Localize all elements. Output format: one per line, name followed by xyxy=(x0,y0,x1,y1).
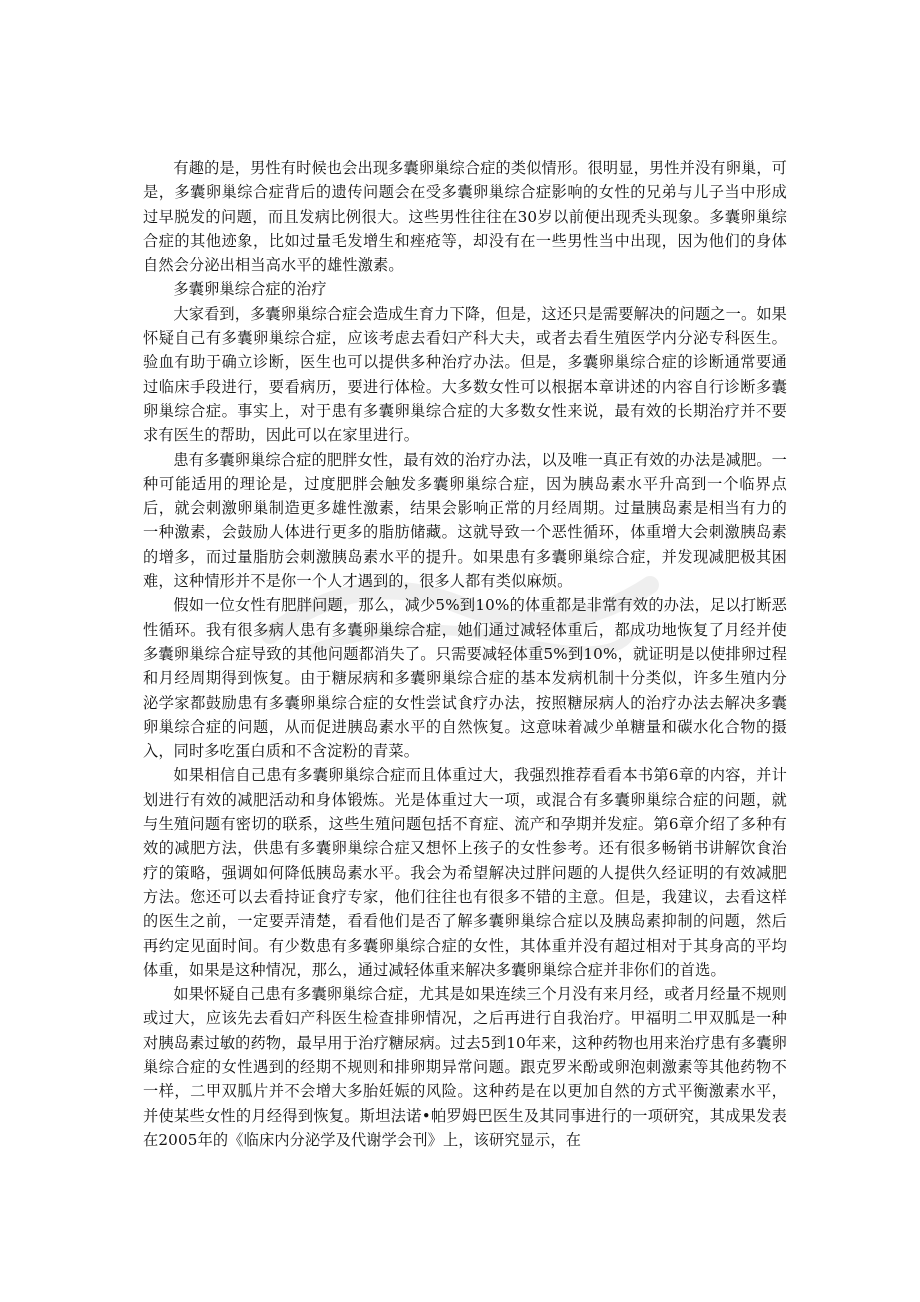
paragraph-4: 假如一位女性有肥胖问题，那么，减少5%到10%的体重都是非常有效的办法，足以打断恶性循环。我有很多病人患有多囊卵巢综合症，她们通过减轻体重后，都成功地恢复了月经并使多囊卵巢综合症导致的其他问题都消失了。只需要减轻体重5%到10%，就证明是以使排卵过程和月经周期得到恢复。由于糖尿病和多囊卵巢综合症的基本发病机制十分类似，许多生殖内分泌学家都鼓励患有多囊卵巢综合症的女性尝试食疗办法，按照糖尿病人的治疗办法去解决多囊卵巢综合症的问题，从而促进胰岛素水平的自然恢复。这意味着减少单糖量和碳水化合物的摄入，同时多吃蛋白质和不含淀粉的青菜。 xyxy=(143,596,787,761)
paragraph-5: 如果相信自己患有多囊卵巢综合症而且体重过大，我强烈推荐看看本书第6章的内容，并计划进行有效的减肥活动和身体锻炼。光是体重过大一项，或混合有多囊卵巢综合症的问题，就与生殖问题有密切的联系，这些生殖问题包括不育症、流产和孕期并发症。第6章介绍了多种有效的减肥方法，供患有多囊卵巢综合症又想怀上孩子的女性参考。还有很多畅销书讲解饮食治疗的策略，强调如何降低胰岛素水平。我会为希望解决过胖问题的人提供久经证明的有效减肥方法。您还可以去看持证食疗专家，他们往往也有很多不错的主意。但是，我建议，去看这样的医生之前，一定要弄清楚，看看他们是否了解多囊卵巢综合症以及胰岛素抑制的问题，然后再约定见面时间。有少数患有多囊卵巢综合症的女性，其体重并没有超过相对于其身高的平均体重，如果是这种情况，那么，通过减轻体重来解决多囊卵巢综合症并非你们的首选。 xyxy=(143,766,787,979)
paragraph-3: 患有多囊卵巢综合症的肥胖女性，最有效的治疗办法，以及唯一真正有效的办法是减肥。一种可能适用的理论是，过度肥胖会触发多囊卵巢综合症，因为胰岛素水平升高到一个临界点后，就会刺激卵巢制造更多雄性激素，结果会影响正常的月经周期。过量胰岛素是相当有力的一种激素，会鼓励人体进行更多的脂肪储藏。这就导致一个恶性循环，体重增大会刺激胰岛素的增多，而过量脂肪会刺激胰岛素水平的提升。如果患有多囊卵巢综合症，并发现减肥极其困难，这种情形并不是你一个人才遇到的，很多人都有类似麻烦。 xyxy=(143,450,787,591)
paragraph-2: 大家看到，多囊卵巢综合症会造成生育力下降，但是，这还只是需要解决的问题之一。如果怀疑自己有多囊卵巢综合症，应该考虑去看妇产科大夫，或者去看生殖医学内分泌专科医生。验血有助于确立诊断，医生也可以提供多种治疗办法。但是，多囊卵巢综合症的诊断通常要通过临床手段进行，要看病历，要进行体检。大多数女性可以根据本章讲述的内容自行诊断多囊卵巢综合症。事实上，对于患有多囊卵巢综合症的大多数女性来说，最有效的长期治疗并不要求有医生的帮助，因此可以在家里进行。 xyxy=(143,304,787,445)
paragraph-6: 如果怀疑自己患有多囊卵巢综合症，尤其是如果连续三个月没有来月经，或者月经量不规则或过大，应该先去看妇产科医生检查排卵情况，之后再进行自我治疗。甲福明二甲双胍是一种对胰岛素过敏的药物，最早用于治疗糖尿病。过去5到10年来，这种药物也用来治疗患有多囊卵巢综合症的女性遇到的经期不规则和排卵期异常问题。跟克罗米酚或卵泡刺激素等其他药物不一样，二甲双胍片并不会增大多胎妊娠的风险。这种药是在以更加自然的方式平衡激素水平，并使某些女性的月经得到恢复。斯坦法诺•帕罗姆巴医生及其同事进行的一项研究，其成果发表在2005年的《临床内分泌学及代谢学会刊》上，该研究显示，在 xyxy=(143,985,787,1149)
section-heading: 多囊卵巢综合症的治疗 xyxy=(173,280,327,299)
document-body xyxy=(143,156,787,1152)
paragraph-1: 有趣的是，男性有时候也会出现多囊卵巢综合症的类似情形。很明显，男性并没有卵巢，可是，多囊卵巢综合症背后的遗传问题会在受多囊卵巢综合症影响的女性的兄弟与儿子当中形成过早脱发的问题，而且发病比例很大。这些男性往往在30岁以前便出现秃头现象。多囊卵巢综合症的其他迹象，比如过量毛发增生和痤疮等，却没有在一些男性当中出现，因为他们的身体自然会分泌出相当高水平的雄性激素。 xyxy=(143,159,787,275)
